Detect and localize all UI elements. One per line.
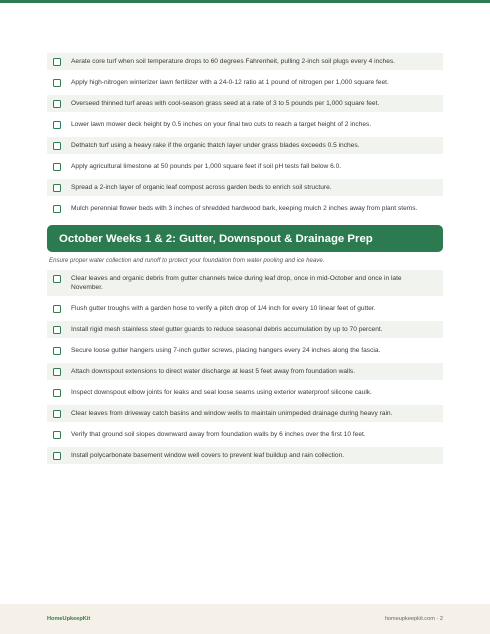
checkbox-icon[interactable]	[53, 326, 61, 334]
footer-page-info	[385, 616, 443, 622]
checklist-item-text: Inspect downspout elbow joints for leaks and seal loose seams using exterior waterproof silicone caulk.	[71, 389, 372, 396]
checklist-item-text: Flush gutter troughs with a garden hose to verify a pitch drop of 1/4 inch for every 10 linear feet of gutter.	[71, 305, 376, 312]
checklist-item-text: Secure loose gutter hangers using 7-inch gutter screws, placing hangers every 24 inches along the fascia.	[71, 347, 381, 354]
checklist-lawn-care	[47, 53, 443, 217]
page-footer	[0, 604, 490, 634]
checkbox-icon[interactable]	[53, 275, 61, 283]
checklist-item-text: Overseed thinned turf areas with cool-season grass seed at a rate of 3 to 5 pounds per 1,000 square feet.	[71, 100, 380, 107]
checklist-item-text: Apply high-nitrogen winterizer lawn fertilizer with a 24-0-12 ratio at 1 pound of nitrogen per 1,000 square feet.	[71, 79, 389, 86]
checklist-item-text: Attach downspout extensions to direct water discharge at least 5 feet away from foundation walls.	[71, 368, 356, 375]
checkbox-icon[interactable]	[53, 452, 61, 460]
checklist-item-text: Aerate core turf when soil temperature drops to 60 degrees Fahrenheit, pulling 2-inch soil plugs every 4 inches.	[71, 58, 396, 65]
section-subtitle: Ensure proper water collection and runoff to protect your foundation from water pooling and ice heave.	[49, 257, 325, 264]
checklist-item-text: Apply agricultural limestone at 50 pounds per 1,000 square feet if soil pH tests fall below 6.0.	[71, 163, 342, 170]
checklist-item-text: Clear leaves from driveway catch basins and window wells to maintain unimpeded drainage during heavy rain.	[71, 410, 393, 417]
checklist-item	[47, 405, 443, 422]
checkbox-icon[interactable]	[53, 205, 61, 213]
checklist-item	[47, 321, 443, 338]
checklist-gutter-drainage	[47, 270, 443, 464]
page-content	[47, 53, 443, 468]
checklist-item-text: Install rigid mesh stainless steel gutter guards to reduce seasonal debris accumulation by up to 70 percent.	[71, 326, 383, 333]
checklist-item	[47, 179, 443, 196]
checkbox-icon[interactable]	[53, 100, 61, 108]
section-header: October Weeks 1 & 2: Gutter, Downspout & Drainage Prep	[47, 225, 443, 252]
checkbox-icon[interactable]	[53, 58, 61, 66]
checkbox-icon[interactable]	[53, 347, 61, 355]
checkbox-icon[interactable]	[53, 121, 61, 129]
checklist-item	[47, 300, 443, 317]
checkbox-icon[interactable]	[53, 368, 61, 376]
checkbox-icon[interactable]	[53, 163, 61, 171]
checklist-item	[47, 200, 443, 217]
footer-brand: HomeUpkeepKit	[47, 616, 91, 622]
checklist-item-text: Install polycarbonate basement window well covers to prevent leaf buildup and rain collection.	[71, 452, 345, 459]
checklist-item	[47, 447, 443, 464]
checklist-item	[47, 384, 443, 401]
checkbox-icon[interactable]	[53, 142, 61, 150]
checklist-item-text: Dethatch turf using a heavy rake if the organic thatch layer under grass blades exceeds 0.5 inches.	[71, 142, 360, 149]
checklist-item	[47, 426, 443, 443]
checklist-item-text: Lower lawn mower deck height by 0.5 inches on your final two cuts to reach a target height of 2 inches.	[71, 121, 372, 128]
checkbox-icon[interactable]	[53, 410, 61, 418]
checkbox-icon[interactable]	[53, 431, 61, 439]
checklist-item	[47, 158, 443, 175]
checklist-item	[47, 74, 443, 91]
checkbox-icon[interactable]	[53, 184, 61, 192]
footer-page-number: 2	[439, 616, 443, 622]
checkbox-icon[interactable]	[53, 79, 61, 87]
checklist-item-text: Mulch perennial flower beds with 3 inches of shredded hardwood bark, keeping mulch 2 inches away from plant stems.	[71, 205, 418, 212]
checklist-item-text: Spread a 2-inch layer of organic leaf compost across garden beds to enrich soil structure.	[71, 184, 332, 191]
top-accent-rule	[0, 0, 490, 3]
checklist-item	[47, 342, 443, 359]
checklist-item	[47, 95, 443, 112]
checklist-item-text: Clear leaves and organic debris from gutter channels twice during leaf drop, once in mid-October and once in late November.	[71, 275, 402, 291]
checklist-item	[47, 363, 443, 380]
checklist-item	[47, 53, 443, 70]
checkbox-icon[interactable]	[53, 389, 61, 397]
footer-separator: ·	[436, 616, 439, 622]
checklist-item-text: Verify that ground soil slopes downward away from foundation walls by 6 inches over the first 10 feet.	[71, 431, 366, 438]
checklist-item	[47, 270, 443, 296]
checklist-item	[47, 116, 443, 133]
footer-site[interactable]: homeupkeepkit.com	[384, 616, 435, 622]
checkbox-icon[interactable]	[53, 305, 61, 313]
checklist-item	[47, 137, 443, 154]
